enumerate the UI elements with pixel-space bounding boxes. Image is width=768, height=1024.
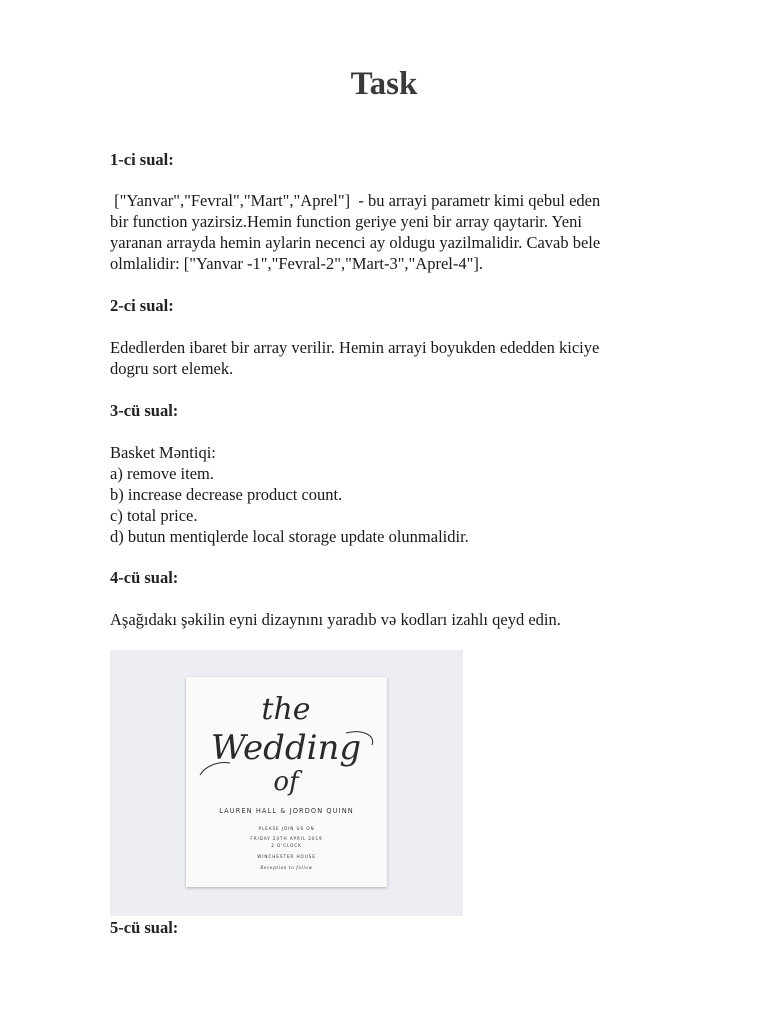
invitation-card xyxy=(186,677,387,887)
text-line: yaranan arrayda hemin aylarin necenci ay oldugu yazilmalidir. Cavab bele xyxy=(110,233,601,252)
question-3-heading: 3-cü sual: xyxy=(110,401,179,420)
list-item: d) butun mentiqlerde local storage update olunmalidir. xyxy=(110,527,469,546)
question-5-heading: 5-cü sual: xyxy=(110,918,179,937)
reception-note: Reception to follow xyxy=(260,865,313,870)
text-line: bir function yazirsiz.Hemin function geriye yeni bir array qaytarir. Yeni xyxy=(110,212,582,231)
list-item: c) total price. xyxy=(110,506,198,525)
question-4-text xyxy=(110,609,710,630)
question-4-heading: 4-cü sual: xyxy=(110,568,179,587)
text-line: ["Yanvar","Fevral","Mart","Aprel"] - bu arrayi parametr kimi qebul eden xyxy=(110,191,601,210)
list-item: b) increase decrease product count. xyxy=(110,485,343,504)
event-date: FRIDAY 24TH APRIL 2019 xyxy=(250,836,323,841)
script-line-wedding: Wedding xyxy=(210,728,362,768)
text-line: dogru sort elemek. xyxy=(110,359,234,378)
text-line: Basket Məntiqi: xyxy=(110,443,216,462)
text-line: Ededlerden ibaret bir array verilir. Hemin arrayi boyukden ededden kiciye xyxy=(110,338,600,357)
question-3-text xyxy=(110,442,710,547)
event-time: 2 O'CLOCK xyxy=(271,843,302,848)
join-us-text: PLEASE JOIN US ON xyxy=(258,826,315,831)
script-line-of: of xyxy=(273,767,299,797)
text-line: Aşağıdakı şəkilin eyni dizaynını yaradıb və kodları izahlı qeyd edin. xyxy=(110,610,561,629)
couple-names: LAUREN HALL & JORDON QUINN xyxy=(219,807,354,815)
question-2-text xyxy=(110,337,710,379)
wedding-invitation-image xyxy=(110,650,463,916)
list-item: a) remove item. xyxy=(110,464,214,483)
script-line-the: the xyxy=(261,692,311,727)
question-1-text xyxy=(110,190,710,274)
question-1-heading: 1-ci sual: xyxy=(110,150,174,169)
page-title: Task xyxy=(350,66,418,102)
text-line: olmlalidir: ["Yanvar -1","Fevral-2","Mart-3","Aprel-4"]. xyxy=(110,254,483,273)
question-2-heading: 2-ci sual: xyxy=(110,296,174,315)
event-venue: WINCHESTER HOUSE xyxy=(257,854,316,859)
calligraphy-title xyxy=(186,677,387,807)
